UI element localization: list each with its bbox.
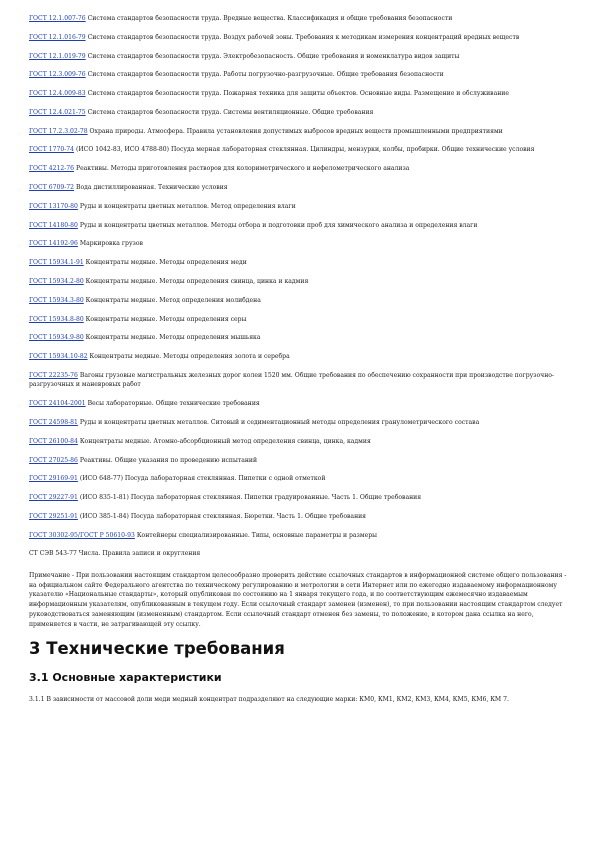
reference-title: Реактивы. Общие указания по проведению испытаний [79, 456, 258, 464]
reference-item [29, 145, 569, 155]
reference-item [29, 371, 569, 390]
subsection-title: 3.1 Основные характеристики [29, 671, 222, 685]
reference-item [29, 474, 569, 484]
reference-link[interactable]: ГОСТ 12.1.016-79 [29, 33, 86, 41]
note-paragraph: Примечание - При пользовании настоящим стандартом целесообразно проверить действие ссылочных стандартов в информационной системе общего пользования - на официальном сайте Федерального агентства по техническому регулированию и метрологии в сети Интернет или по ежегодно издаваемому информационному указателю «Национальные стандарты», который опубликован по состоянию на 1 января текущего года, и по соответствующим ежемесячно издаваемым информационным указателям, опубликованным в текущем году. Если ссылочный стандарт заменен (изменен), то при пользовании настоящим стандартом следует руководствоваться заменяющим (измененным) стандартом. Если ссылочный стандарт отменен без замены, то положение, в котором дана ссылка на него, применяется в части, не затрагивающей эту ссылку. [29, 572, 567, 628]
reference-link[interactable]: ГОСТ 14180-80 [29, 221, 78, 229]
reference-item [29, 164, 569, 174]
reference-title: (ИСО 385-1-84) Посуда лабораторная стеклянная. Бюретки. Часть 1. Общие требования [79, 512, 367, 520]
reference-item [29, 315, 569, 325]
reference-item [29, 33, 569, 43]
reference-link[interactable]: ГОСТ 29227-91 [29, 494, 78, 502]
reference-title: Система стандартов безопасности труда. Электробезопасность. Общие требования и номенклатура видов защиты [87, 52, 460, 60]
reference-item [29, 418, 569, 428]
reference-item [29, 89, 569, 99]
reference-link[interactable]: ГОСТ 4212-76 [29, 165, 75, 173]
reference-link[interactable]: ГОСТ 13170-80 [29, 202, 78, 210]
reference-link[interactable]: ГОСТ 12.1.019-79 [29, 52, 86, 60]
reference-item [29, 399, 569, 409]
reference-title: Концентраты медные. Атомно-абсорбционный метод определения свинца, цинка, кадмия [79, 437, 371, 445]
reference-title: Концентраты медные. Методы определения мышьяка [85, 334, 261, 342]
reference-title: Система стандартов безопасности труда. Пожарная техника для защиты объектов. Основные виды. Размещение и обслуживание [87, 90, 509, 98]
reference-link[interactable]: ГОСТ 17.2.3.02-78 [29, 127, 88, 135]
reference-title: Маркировка грузов [79, 240, 143, 248]
reference-title: Система стандартов безопасности труда. Вредные вещества. Классификация и общие требования безопасности [87, 15, 453, 22]
reference-link[interactable]: ГОСТ 22235-76 [29, 371, 78, 379]
reference-title: Система стандартов безопасности труда. Работы погрузочно-разгрузочные. Общие требования безопасности [87, 71, 444, 79]
reference-link[interactable]: ГОСТ 12.3.009-76 [29, 71, 86, 79]
reference-title: (ИСО 648-77) Посуда лабораторная стеклянная. Пипетки с одной отметкой [79, 475, 326, 483]
reference-title: Вода дистиллированная. Технические условия [75, 184, 228, 192]
reference-link[interactable]: ГОСТ 27025-86 [29, 456, 78, 464]
reference-title: (ИСО 1042-83, ИСО 4788-80) Посуда мерная лабораторная стеклянная. Цилиндры, мензурки, колбы, пробирки. Общие технические условия [75, 146, 535, 154]
sp-reference: СТ СЭВ 543-77 Числа. Правила записи и округления [29, 550, 201, 558]
reference-title: Концентраты медные. Метод определения молибдена [85, 296, 261, 304]
reference-title: Реактивы. Методы приготовления растворов для колориметрического и нефелометрического анализа [75, 165, 410, 173]
reference-title: Концентраты медные. Методы определения золота и серебра [89, 353, 290, 361]
reference-item [29, 221, 569, 231]
reference-link[interactable]: ГОСТ 12.1.007-76 [29, 15, 86, 22]
reference-link[interactable]: ГОСТ 12.4.009-83 [29, 90, 86, 98]
reference-title: Вагоны грузовые магистральных железных дорог колеи 1520 мм. Общие требования по обеспечению сохранности при производстве погрузочно-разгрузочных и маневровых работ [29, 371, 554, 389]
reference-link[interactable]: ГОСТ 15934.8-80 [29, 315, 84, 323]
reference-link[interactable]: ГОСТ 14192-96 [29, 240, 78, 248]
reference-link[interactable]: ГОСТ 29169-91 [29, 475, 78, 483]
reference-link[interactable]: ГОСТ 30302-95/ГОСТ Р 50610-93 [29, 531, 135, 539]
reference-title: Руды и концентраты цветных металлов. Ситовый и седиментационный методы определения гранулометрического состава [79, 419, 480, 426]
reference-item [29, 437, 569, 447]
body-paragraph: 3.1.1 В зависимости от массовой доли меди медный концентрат подразделяют на следующие марки: КМ0, КМ1, КМ2, КМ3, КМ4, КМ5, КМ6, КМ 7. [29, 696, 509, 704]
reference-title: Весы лабораторные. Общие технические требования [87, 400, 260, 408]
reference-item [29, 183, 569, 193]
reference-link[interactable]: ГОСТ 26100-84 [29, 437, 78, 445]
reference-item [29, 333, 569, 343]
reference-item [29, 277, 569, 287]
reference-item [29, 202, 569, 212]
reference-title: Руды и концентраты цветных металлов. Метод определения влаги [79, 202, 296, 210]
reference-item [29, 512, 569, 522]
reference-link[interactable]: ГОСТ 15934.10-82 [29, 353, 88, 361]
reference-link[interactable]: ГОСТ 1770-74 [29, 146, 75, 154]
reference-title: Концентраты медные. Методы определения меди [85, 259, 247, 267]
reference-title: Руды и концентраты цветных металлов. Методы отбора и подготовки проб для химического анализа и определения влаги [79, 221, 478, 229]
reference-item [29, 531, 569, 541]
reference-title: Концентраты медные. Методы определения свинца, цинка и кадмия [85, 277, 309, 285]
reference-link[interactable]: ГОСТ 15934.3-80 [29, 296, 84, 304]
reference-item [29, 493, 569, 503]
reference-link[interactable]: ГОСТ 6709-72 [29, 184, 75, 192]
reference-link[interactable]: ГОСТ 29251-91 [29, 512, 78, 520]
reference-item [29, 352, 569, 362]
reference-link[interactable]: ГОСТ 24598-81 [29, 419, 78, 426]
reference-item [29, 258, 569, 268]
reference-title: (ИСО 835-1-81) Посуда лабораторная стеклянная. Пипетки градуированные. Часть 1. Общие требования [79, 494, 422, 502]
reference-item [29, 127, 569, 137]
reference-title: Контейнеры специализированные. Типы, основные параметры и размеры [136, 531, 377, 539]
reference-title: Система стандартов безопасности труда. Воздух рабочей зоны. Требования к методикам измерения концентраций вредных веществ [87, 33, 520, 41]
reference-item [29, 296, 569, 306]
reference-title: Концентраты медные. Методы определения серы [85, 315, 247, 323]
reference-item [29, 239, 569, 249]
reference-item [29, 108, 569, 118]
reference-link[interactable]: ГОСТ 15934.9-80 [29, 334, 84, 342]
reference-item [29, 52, 569, 62]
reference-link[interactable]: ГОСТ 15934.2-80 [29, 277, 84, 285]
reference-title: Система стандартов безопасности труда. Системы вентиляционные. Общие требования [87, 108, 374, 116]
reference-link[interactable]: ГОСТ 12.4.021-75 [29, 108, 86, 116]
reference-item [29, 456, 569, 466]
section-title: 3 Технические требования [29, 639, 285, 659]
reference-item [29, 14, 569, 24]
reference-link[interactable]: ГОСТ 15934.1-91 [29, 259, 84, 267]
normative-references-list [29, 14, 569, 540]
reference-link[interactable]: ГОСТ 24104-2001 [29, 400, 86, 408]
reference-title: Охрана природы. Атмосфера. Правила установления допустимых выбросов вредных веществ промышленными предприятиями [89, 127, 503, 135]
reference-item [29, 70, 569, 80]
